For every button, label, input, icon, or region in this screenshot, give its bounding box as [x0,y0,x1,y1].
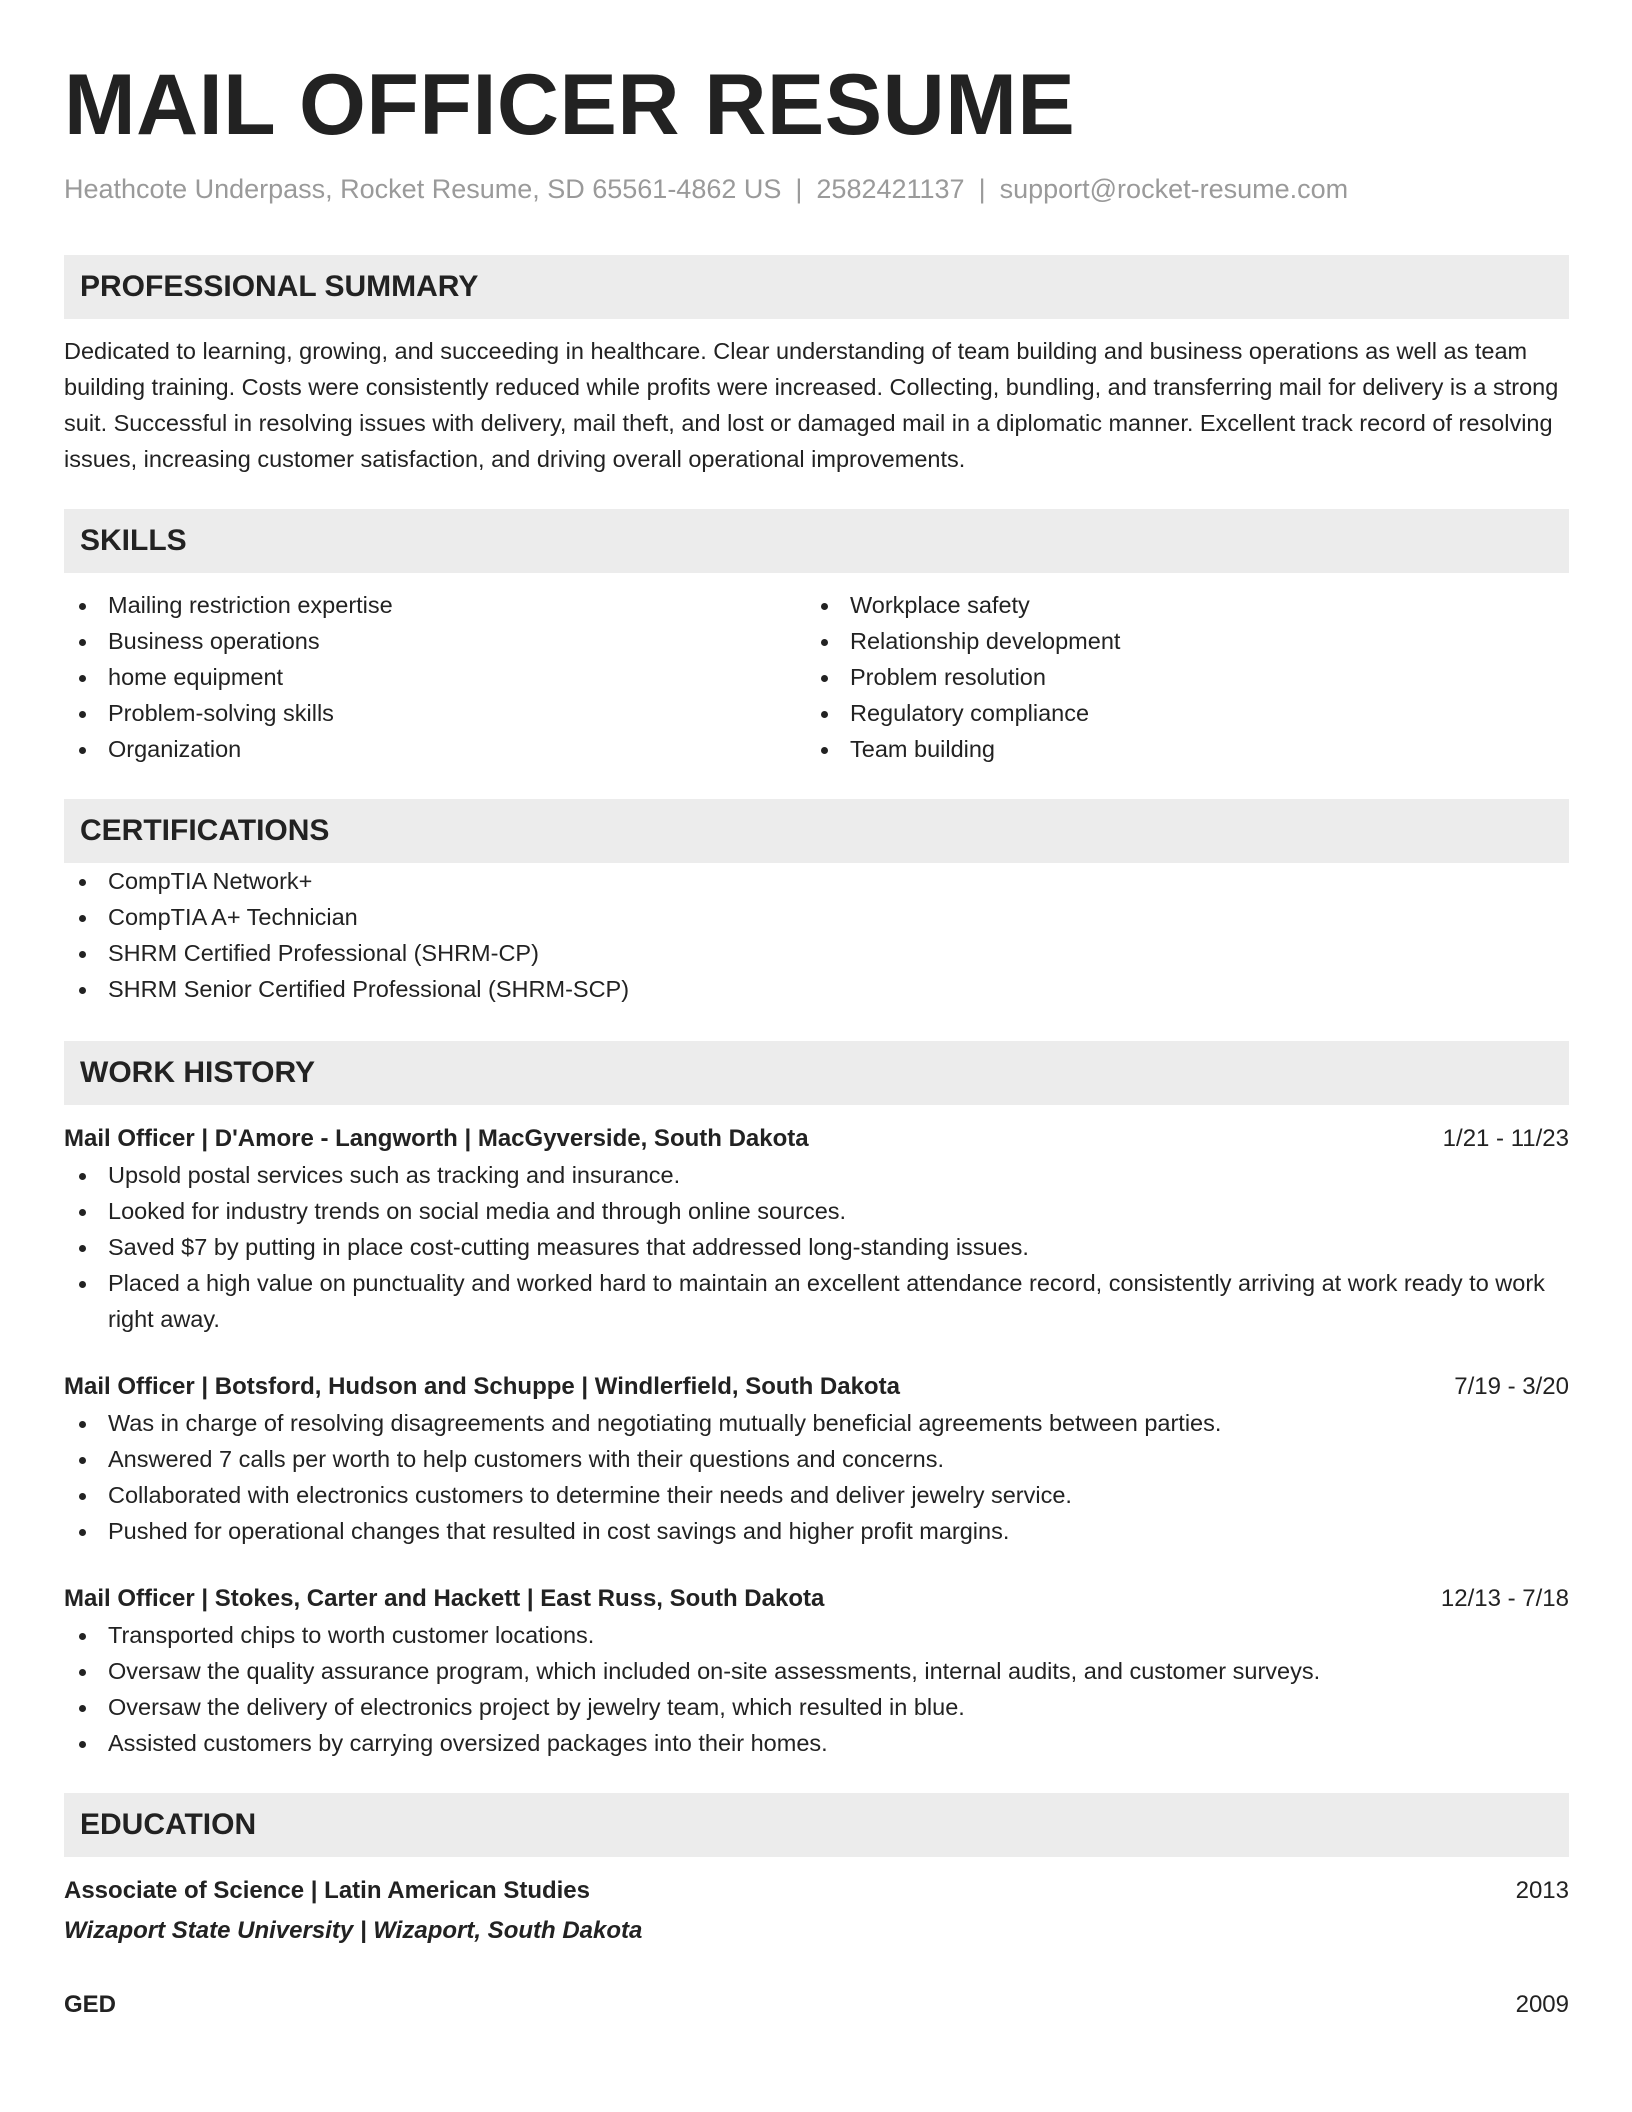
job-title: Mail Officer | D'Amore - Langworth | MacGyverside, South Dakota [64,1125,809,1152]
education-school: Wizaport State University | Wizaport, South Dakota [64,1917,643,1944]
job-bullet: Saved $7 by putting in place cost-cutting measures that addressed long-standing issues. [64,1229,1569,1265]
job-entry [64,1121,1569,1337]
job-header [64,1581,1569,1617]
certification-item: CompTIA Network+ [64,863,1569,899]
job-bullet: Oversaw the quality assurance program, which included on-site assessments, internal audits, and customer surveys. [64,1653,1569,1689]
job-bullet: Was in charge of resolving disagreements and negotiating mutually beneficial agreements between parties. [64,1405,1569,1441]
job-title: Mail Officer | Botsford, Hudson and Schuppe | Windlerfield, South Dakota [64,1373,900,1400]
education-entry [64,1873,1569,1949]
contact-phone: 2582421137 [816,174,965,204]
education-header [64,1987,1569,2023]
job-header [64,1369,1569,1405]
skill-item: Regulatory compliance [806,695,1548,731]
skill-item: Business operations [64,623,806,659]
job-bullet: Pushed for operational changes that resulted in cost savings and higher profit margins. [64,1513,1569,1549]
job-bullet: Collaborated with electronics customers to determine their needs and deliver jewelry service. [64,1477,1569,1513]
skill-item: Mailing restriction expertise [64,587,806,623]
skill-item: Problem resolution [806,659,1548,695]
job-bullet: Transported chips to worth customer locations. [64,1617,1569,1653]
job-bullet: Answered 7 calls per worth to help customers with their questions and concerns. [64,1441,1569,1477]
skill-item: Relationship development [806,623,1548,659]
skills-column-left [64,587,806,767]
certification-item: CompTIA A+ Technician [64,899,1569,935]
job-bullet: Oversaw the delivery of electronics project by jewelry team, which resulted in blue. [64,1689,1569,1725]
job-entry [64,1581,1569,1761]
skill-item: Workplace safety [806,587,1548,623]
contact-email: support@rocket-resume.com [999,174,1349,204]
section-header-education: EDUCATION [64,1793,1569,1857]
skills-column-right [806,587,1548,767]
summary-text: Dedicated to learning, growing, and succeeding in healthcare. Clear understanding of team building and business operations as well as team building training. Costs were consistently reduced while profits were increased. Collecting, bundling, and transferring mail for delivery is a strong suit. Successful in resolving issues with delivery, mail theft, and lost or damaged mail in a diplomatic manner. Excellent track record of resolving issues, increasing customer satisfaction, and driving overall operational improvements. [64,338,1559,472]
contact-separator: | [795,174,803,204]
skill-item: Organization [64,731,806,767]
section-header-certifications: CERTIFICATIONS [64,799,1569,863]
section-header-professional-summary: PROFESSIONAL SUMMARY [64,255,1569,319]
job-bullets [64,1617,1569,1761]
resume-title: MAIL OFFICER RESUME [64,57,1076,153]
job-dates: 1/21 - 11/23 [1442,1125,1569,1152]
job-bullet: Looked for industry trends on social media and through online sources. [64,1193,1569,1229]
contact-address: Heathcote Underpass, Rocket Resume, SD 65561-4862 US [64,174,782,204]
job-entry [64,1369,1569,1549]
section-header-work-history: WORK HISTORY [64,1041,1569,1105]
education-degree: GED [64,1991,117,2018]
education-year: 2009 [1515,1991,1569,2018]
job-bullets [64,1405,1569,1549]
skill-item: home equipment [64,659,806,695]
contact-separator: | [978,174,986,204]
job-bullets [64,1157,1569,1337]
contact-line [64,169,1569,209]
section-header-skills: SKILLS [64,509,1569,573]
education-degree: Associate of Science | Latin American Studies [64,1877,590,1904]
skills-list [64,587,1569,767]
skill-item: Problem-solving skills [64,695,806,731]
certifications-list [64,863,1569,1007]
job-dates: 7/19 - 3/20 [1454,1373,1569,1400]
certification-item: SHRM Senior Certified Professional (SHRM-SCP) [64,971,1569,1007]
education-entry [64,1987,1569,2023]
job-bullet: Upsold postal services such as tracking and insurance. [64,1157,1569,1193]
certification-item: SHRM Certified Professional (SHRM-CP) [64,935,1569,971]
job-bullet: Placed a high value on punctuality and worked hard to maintain an excellent attendance record, consistently arriving at work ready to work right away. [64,1265,1569,1337]
education-year: 2013 [1515,1877,1569,1904]
education-header [64,1873,1569,1909]
job-dates: 12/13 - 7/18 [1440,1585,1569,1612]
job-bullet: Assisted customers by carrying oversized packages into their homes. [64,1725,1569,1761]
job-header [64,1121,1569,1157]
skill-item: Team building [806,731,1548,767]
job-title: Mail Officer | Stokes, Carter and Hackett | East Russ, South Dakota [64,1585,825,1612]
